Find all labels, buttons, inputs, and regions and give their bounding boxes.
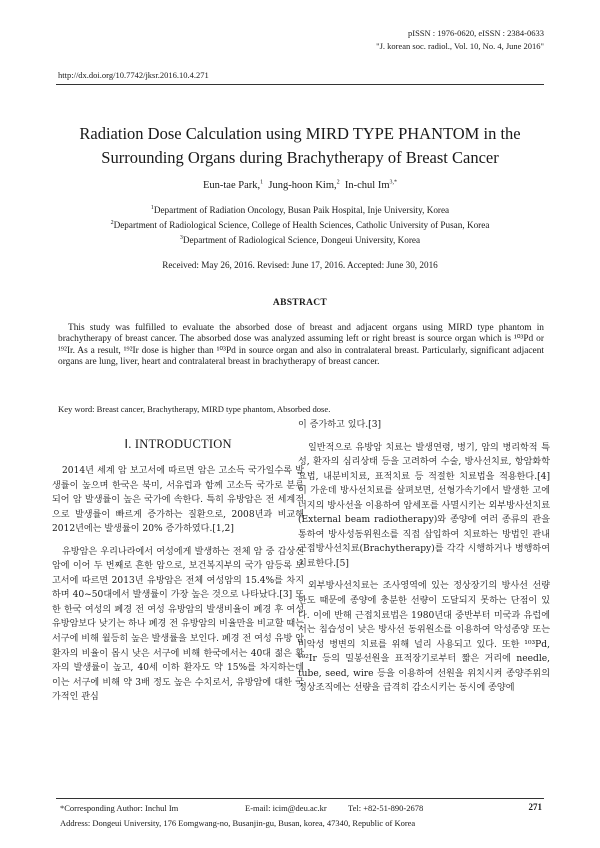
affiliation-3-sup: 3 (179, 235, 183, 242)
affiliation-3-text: Department of Radiological Science, Dongeui University, Korea (182, 235, 421, 246)
author-2: Jung-hoon Kim, (263, 180, 337, 191)
intro-paragraph-4: 외부방사선치료는 조사영역에 있는 정상장기의 방사선 선량한도 때문에 종양에 충분한 선량이 도달되지 못하는 단점이 있다. 이에 반해 근접치료법은 1980년대 중반부터 미국과 유럽에서는 침습성이 낮은 방사선 동위원소를 이용하여 악성종양 또는 비악성 병변의 치료를 위해 널리 사용되고 있다. 또한 ¹⁰³Pd, ¹⁹²Ir 등의 밀봉선원을 표적장기로부터 짧은 거리에 needle, tube, seed, wire 등을 이용하여 선원을 위치시켜 종양주위의 정상조직에는 선량을 급격히 감소시키는 동시에 종양에 (298, 581, 550, 694)
left-column (52, 432, 304, 713)
journal-citation: "J. korean soc. radiol., Vol. 10, No. 4, June 2016" (376, 41, 544, 52)
affiliation-2-sup: 2 (110, 220, 114, 227)
intro-paragraph-2: 유방암은 우리나라에서 여성에게 발생하는 전체 암 중 갑상선암에 이어 두 번째로 흔한 암으로, 보건복지부의 국가 암등록 보고서에 따르면 2013년 유방암은 전체 여성암의 15.4%를 차지하며 40~50대에서 발생률이 가장 높은 것으로 나타났다.[3] 또한 한국 여성의 폐경 전 여성 유방암의 발생비율이 폐경 후 여성 유방암보다 낮기는 하나 폐경 전 유방암의 비율만을 비교할 때는 서구에 비해 월등히 높은 발생률을 보인다. 폐경 전 여성 유방 암환자의 비율이 몹시 낮은 서구에 비해 한국에서는 40대 젊은 환자의 발생률이 높고, 40세 이하 환자도 약 15%를 차지하는데 이는 서구에 비해 약 3배 정도 높은 수치로서, 유방암에 대한 국가적인 관심 (52, 546, 304, 703)
section-heading-introduction: Ⅰ. INTRODUCTION (124, 437, 232, 451)
title-line-1: Radiation Dose Calculation using MIRD TYPE PHANTOM in the (79, 124, 521, 143)
author-1: Eun-tae Park, (202, 180, 261, 191)
abstract-heading: ABSTRACT (272, 298, 328, 308)
author-address: Address: Dongeui University, 176 Eomgwang-no, Busanjin-gu, Busan, korea, 47340, Republic of Korea (60, 818, 416, 828)
affiliation-1-text: Department of Radiation Oncology, Busan Paik Hospital, Inje University, Korea (153, 205, 450, 215)
corresponding-author: *Corresponding Author: Inchul Im (60, 803, 179, 813)
author-list (0, 180, 600, 191)
header-divider (56, 84, 544, 85)
page-number: 271 (528, 802, 542, 812)
journal-header (376, 27, 544, 53)
keywords: Key word: Breast cancer, Brachytherapy, MIRD type phantom, Absorbed dose. (58, 404, 331, 414)
affiliation-2 (40, 218, 560, 233)
issn-line: pISSN : 1976-0620, eISSN : 2384-0633 (407, 28, 544, 38)
intro-paragraph-2-continued: 이 증가하고 있다.[3] (298, 420, 382, 430)
submission-dates: Received: May 26, 2016. Revised: June 17, 2016. Accepted: June 30, 2016 (162, 260, 438, 270)
footer-contact (60, 803, 424, 813)
intro-paragraph-1: 2014년 세계 암 보고서에 따르면 암은 고소득 국가일수록 발생률이 높으며 한국은 북미, 서유럽과 함께 고소득 국가로 분류되어 암 발생률이 높은 국가에 속한다. 특히 유방암은 전 세계적으로 발생률이 빠르게 증가하는 질환으로, 2008년과 비교해 2012년에는 발생률이 20% 증가하였다.[1,2] (52, 466, 304, 535)
author-3-sup: 3,* (389, 179, 398, 186)
title-line-2: Surrounding Organs during Brachytherapy of Breast Cancer (101, 147, 499, 167)
paper-title (40, 122, 560, 170)
abstract-body: This study was fulfilled to evaluate the absorbed dose of breast and adjacent organs using MIRD type phantom in brachytherapy of breast cancer. The absorbed dose was analyzed assuming left or right breast is source organ which is ¹⁰³Pd or ¹⁹²Ir. As a result, ¹⁹²Ir dose is higher than ¹⁰³Pd in source organ and also in contralateral breast. Particularly, significant adjacent organs are lung, liver, heart and contralateral breast in brachytherapy of breast cancer. (58, 323, 544, 368)
affiliation-2-text: Department of Radiological Science, College of Health Sciences, Catholic University of Pusan, Korea (113, 220, 490, 231)
author-email[interactable]: E-mail: icim@deu.ac.kr (245, 803, 327, 813)
right-column (298, 418, 550, 704)
affiliation-3 (40, 233, 560, 248)
author-3: In-chul Im (339, 180, 390, 191)
author-2-sup: 2 (336, 179, 340, 186)
intro-paragraph-3: 일반적으로 유방암 치료는 발생연령, 병기, 암의 병리학적 특성, 환자의 심리상태 등을 고려하여 수술, 방사선치료, 항암화학요법, 내분비치료, 표적치료 등 적절한 치료법을 적용한다.[4] 이 가운데 방사선치료를 살펴보면, 선형가속기에서 발생한 고에너지의 방사선을 이용하여 암세포를 사멸시키는 외부방사선치료(External beam radiotherapy)와 종양에 여러 종류의 관을 통하여 방사성동위원소를 직접 삽입하여 치료하는 방법인 관내 근접방사선치료(Brachytherapy)를 각각 시행하거나 병행하여 치료한다.[5] (298, 442, 550, 569)
affiliation-1-sup: 1 (150, 204, 154, 211)
author-1-sup: 1 (260, 179, 264, 186)
affiliation-1 (40, 203, 560, 218)
affiliations (40, 203, 560, 249)
footer-divider (56, 798, 544, 799)
author-phone: Tel: +82-51-890-2678 (348, 803, 424, 813)
doi-link[interactable]: http://dx.doi.org/10.7742/jksr.2016.10.4.271 (58, 70, 209, 80)
